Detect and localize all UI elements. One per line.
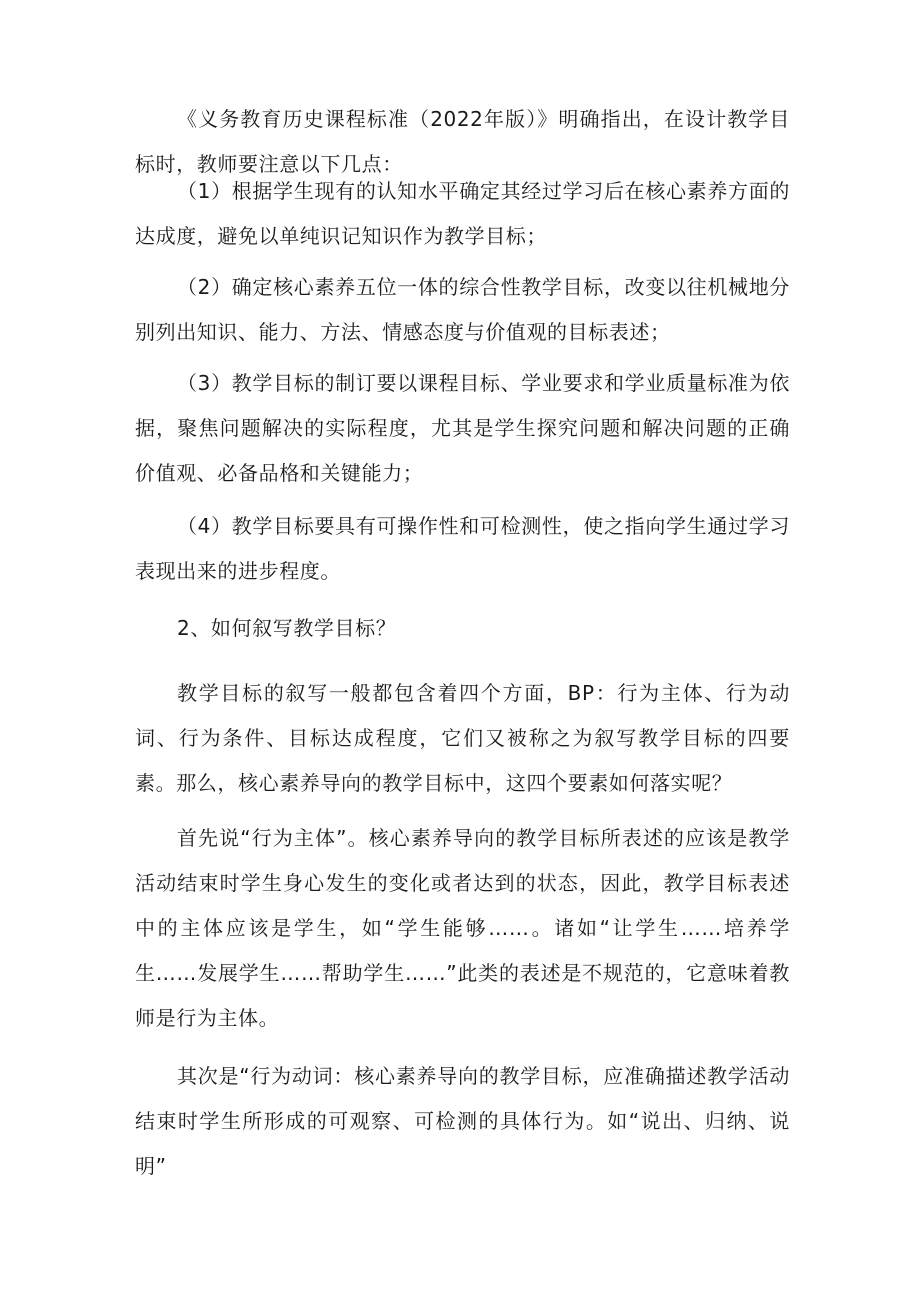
paragraph-intro: 《义务教育历史课程标准（2022年版）》明确指出，在设计教学目标时，教师要注意以下几点：	[135, 107, 790, 176]
paragraph-behavior-verb: 其次是“行为动词：核心素养导向的教学目标，应准确描述教学活动结束时学生所形成的可观察、可检测的具体行为。如“说出、归纳、说明”	[135, 1064, 790, 1178]
paragraph-point-1: （1）根据学生现有的认知水平确定其经过学习后在核心素养方面的达成度，避免以单纯识记知识作为教学目标；	[135, 179, 790, 248]
paragraph-four-elements: 教学目标的叙写一般都包含着四个方面，BP：行为主体、行为动词、行为条件、目标达成程度，它们又被称之为叙写教学目标的四要素。那么，核心素养导向的教学目标中，这四个要素如何落实呢？	[135, 681, 790, 795]
paragraph-point-2: （2）确定核心素养五位一体的综合性教学目标，改变以往机械地分别列出知识、能力、方法、情感态度与价值观的目标表述；	[135, 275, 790, 344]
section-heading: 2、如何叙写教学目标？	[177, 616, 397, 640]
paragraph-point-4: （4）教学目标要具有可操作性和可检测性，使之指向学生通过学习表现出来的进步程度。	[135, 514, 790, 583]
paragraph-point-3: （3）教学目标的制订要以课程目标、学业要求和学业质量标准为依据，聚焦问题解决的实际程度，尤其是学生探究问题和解决问题的正确价值观、必备品格和关键能力；	[135, 371, 790, 485]
paragraph-behavior-subject: 首先说“行为主体”。核心素养导向的教学目标所表述的应该是教学活动结束时学生身心发生的变化或者达到的状态，因此，教学目标表述中的主体应该是学生，如“学生能够……。诸如“让学生……培养学生……发展学生……帮助学生……”此类的表述是不规范的，它意味着教师是行为主体。	[135, 826, 790, 1030]
